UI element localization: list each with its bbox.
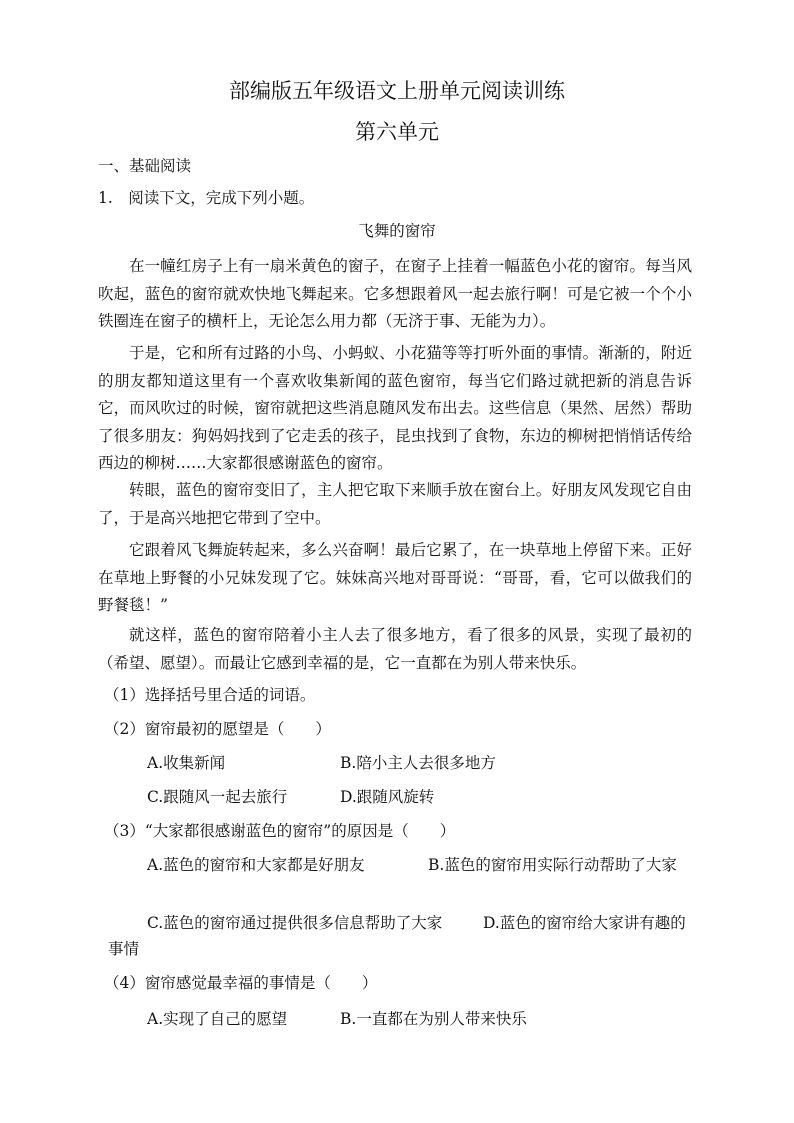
passage-title: 飞舞的窗帘 — [358, 222, 436, 240]
q2-option-d: D.跟随风旋转 — [340, 788, 435, 806]
passage-paragraph-5: 就这样，蓝色的窗帘陪着小主人去了很多地方，看了很多的风景，实现了最初的（希望、愿望）。而最让它感到幸福的是，它一直都在为别人带来快乐。 — [98, 626, 692, 672]
passage-paragraph-1: 在一幢红房子上有一扇米黄色的窗子，在窗子上挂着一幅蓝色小花的窗帘。每当风吹起，蓝色的窗帘就欢快地飞舞起来。它多想跟着风一起去旅行啊！可是它被一个个小铁圈连在窗子的横杆上，无论怎么用力都（无济于事、无能为力）。 — [98, 257, 692, 330]
unit-title: 第六单元 — [355, 120, 439, 144]
q2-option-a: A.收集新闻 — [147, 754, 226, 772]
passage-paragraph-2: 于是，它和所有过路的小鸟、小蚂蚁、小花猫等等打听外面的事情。渐渐的，附近的朋友都知道这里有一个喜欢收集新闻的蓝色窗帘，每当它们路过就把新的消息告诉它，而风吹过的时候，窗帘就把这些消息随风发布出去。这些信息（果然、居然）帮助了很多朋友：狗妈妈找到了它走丢的孩子，昆虫找到了食物，东边的柳树把悄悄话传给西边的柳树……大家都很感谢蓝色的窗帘。 — [98, 344, 692, 472]
q3-option-d: D.蓝色的窗帘给大家讲有趣的 — [483, 914, 686, 932]
q2-option-b: B.陪小主人去很多地方 — [340, 754, 496, 772]
q3-option-c: C.蓝色的窗帘通过提供很多信息帮助了大家 — [147, 914, 443, 932]
q3-option-b: B.蓝色的窗帘用实际行动帮助了大家 — [428, 856, 677, 874]
sub-question-4-stem: （4）窗帘感觉最幸福的事情是（ ） — [104, 974, 378, 992]
q3-option-a: A.蓝色的窗帘和大家都是好朋友 — [147, 856, 365, 874]
document-title: 部编版五年级语文上册单元阅读训练 — [229, 79, 565, 103]
sub-question-1: （1）选择括号里合适的词语。 — [104, 686, 316, 704]
section-heading: 一、基础阅读 — [98, 157, 192, 175]
passage-paragraph-3: 转眼，蓝色的窗帘变旧了，主人把它取下来顺手放在窗台上。好朋友风发现它自由了，于是高兴地把它带到了空中。 — [98, 481, 692, 527]
q4-option-a: A.实现了自己的愿望 — [147, 1010, 288, 1028]
q2-option-c: C.跟随风一起去旅行 — [147, 788, 288, 806]
q4-option-b: B.一直都在为别人带来快乐 — [340, 1010, 527, 1028]
sub-question-3-stem: （3）“大家都很感谢蓝色的窗帘”的原因是（ ） — [104, 822, 456, 840]
passage-paragraph-4: 它跟着风飞舞旋转起来，多么兴奋啊！最后它累了，在一块草地上停留下来。正好在草地上野餐的小兄妹发现了它。妹妹高兴地对哥哥说：“哥哥，看，它可以做我们的野餐毯！” — [98, 541, 692, 614]
sub-question-2-stem: （2）窗帘最初的愿望是（ ） — [104, 720, 331, 738]
q3-option-d-continued: 事情 — [108, 940, 140, 958]
question-1-instruction: 1. 阅读下文，完成下列小题。 — [98, 189, 315, 207]
